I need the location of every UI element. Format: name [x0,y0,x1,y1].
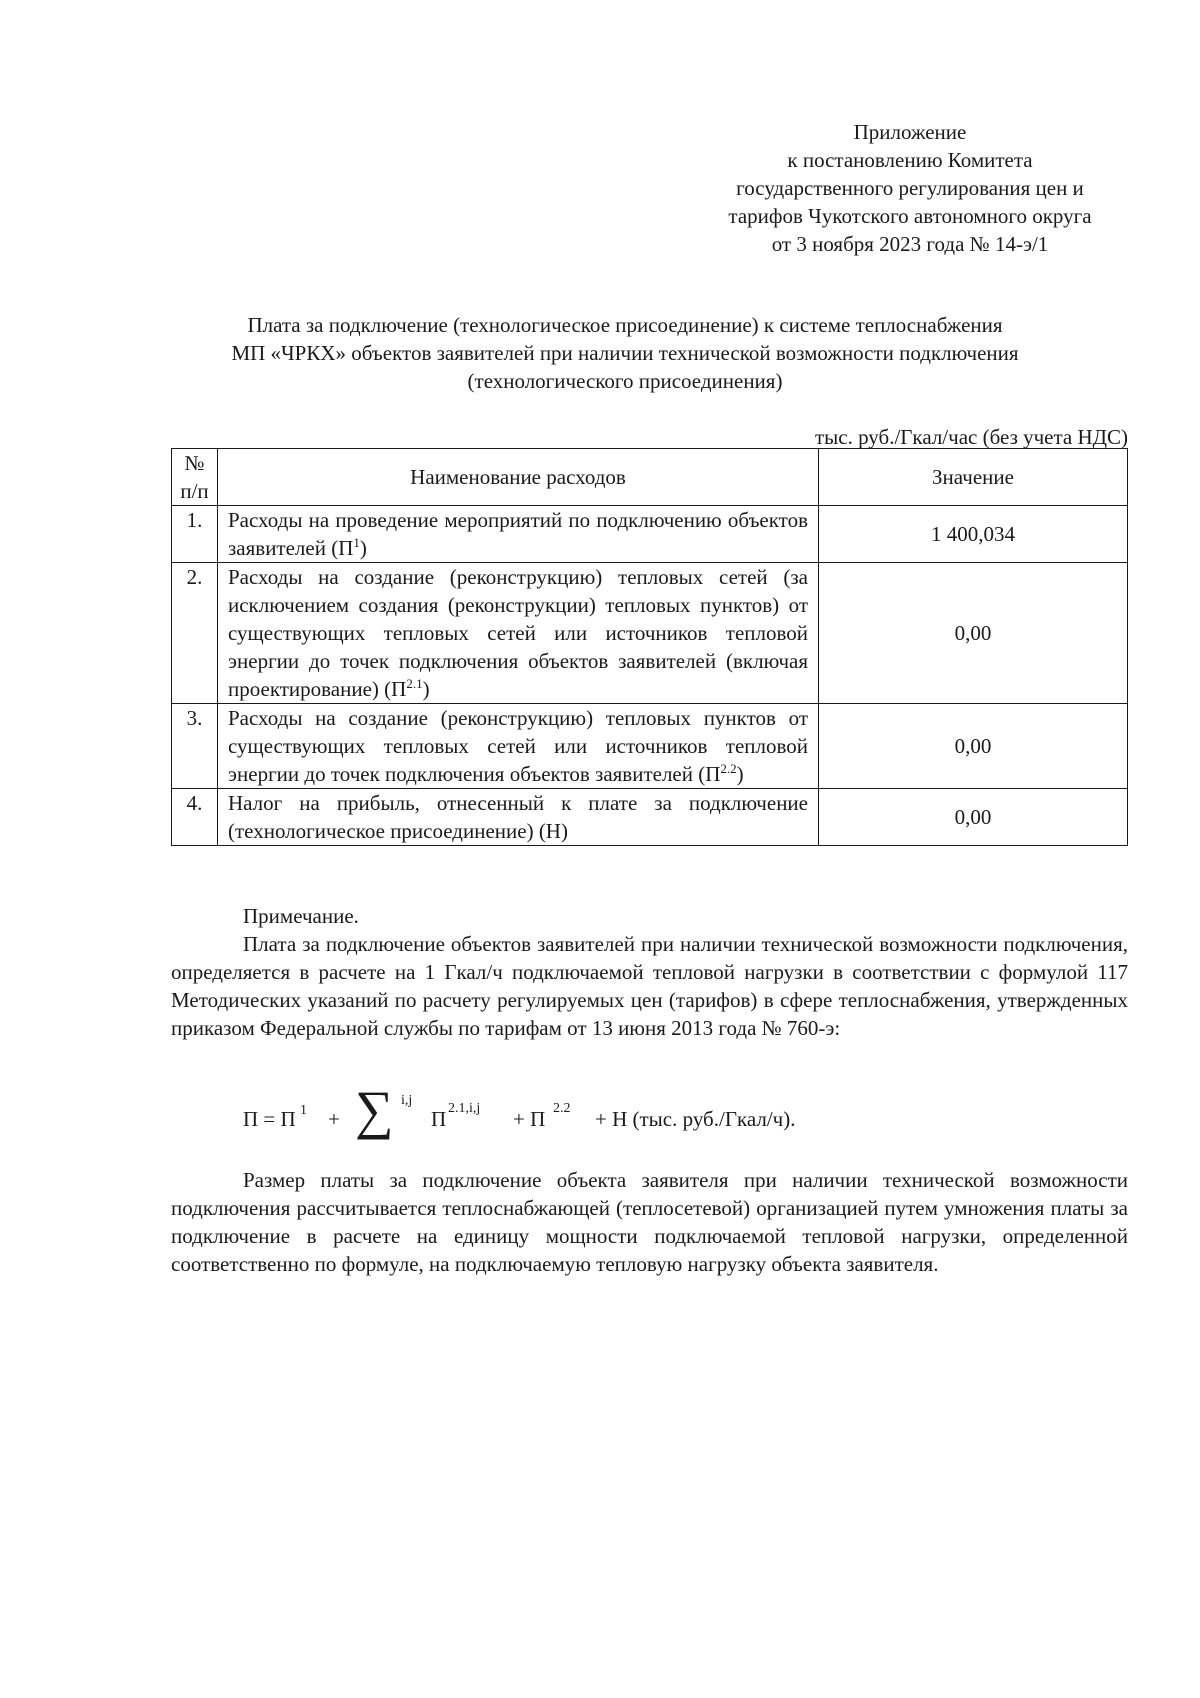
formula-lhs: П = П [243,1107,296,1131]
header-line: от 3 ноября 2023 года № 14-э/1 [771,232,1049,256]
note-paragraph: Размер платы за подключение объекта заявителя при наличии технической возможности подключения рассчитывается теплоснабжающей (теплосетевой) организацией путем умножения платы за подключение в расчете на единицу мощности подключаемой тепловой нагрузки, определенной соответственно по формуле, на подключаемую тепловую нагрузку объекта заявителя. [171,1168,1128,1276]
formula-plus: + [328,1107,340,1131]
table-row [172,704,1128,789]
header-value: Значение [819,449,1128,506]
title-line: МП «ЧРКХ» объектов заявителей при наличии технической возможности подключения [231,341,1019,365]
row-name: Расходы на проведение мероприятий по подключению объектов заявителей $(П^1)$ [218,506,819,563]
title-line: (технологического присоединения) [467,369,783,393]
costs-table [171,448,1128,846]
header-line: государственного регулирования цен и [736,176,1084,200]
row-value: 0,00 [819,789,1128,846]
row-number: 1. [172,506,218,563]
formula-sigma-sub: i,j [401,1093,413,1108]
document-title [160,311,1090,395]
formula-sup: 1 [300,1103,307,1118]
header-line: Приложение [853,120,967,144]
header-name: Наименование расходов [218,449,819,506]
row-name: Расходы на создание (реконструкцию) тепловых пунктов от существующих тепловых сетей или источников тепловой энергии до точек подключения объектов заявителей $(П^{2.2})$ [218,704,819,789]
header-number: № п/п [172,449,218,506]
table-row [172,563,1128,704]
table-row [172,506,1128,563]
formula [243,1075,943,1155]
formula-term: + П [513,1107,546,1131]
formula-sup: 2.2 [553,1101,571,1116]
title-line: Плата за подключение (технологическое присоединение) к системе теплоснабжения [247,313,1003,337]
row-value: 1 400,034 [819,506,1128,563]
formula-sup: 2.1,i,j [448,1101,481,1116]
row-value: 0,00 [819,704,1128,789]
table-header-row [172,449,1128,506]
formula-term: П [431,1107,447,1131]
note-heading: Примечание. [243,904,359,928]
note-paragraph: Плата за подключение объектов заявителей при наличии технической возможности подключения, определяется в расчете на 1 Гкал/ч подключаемой тепловой нагрузки в соответствии с формулой 117 Методических указаний по расчету регулируемых цен (тарифов) в сфере теплоснабжения, утвержденных приказом Федеральной службы по тарифам от 13 июня 2013 года № 760-э: [171,932,1128,1040]
row-name: Расходы на создание (реконструкцию) тепловых сетей (за исключением создания (реконструкции) тепловых пунктов) от существующих тепловых сетей или источников тепловой энергии до точек подключения объектов заявителей (включая проектирование) $(П^{2.1})$ [218,563,819,704]
sigma-symbol: ∑ [355,1080,394,1140]
row-value: 0,00 [819,563,1128,704]
row-number: 4. [172,789,218,846]
header-line: тарифов Чукотского автономного округа [728,204,1092,228]
row-number: 3. [172,704,218,789]
formula-tail: + Н (тыс. руб./Гкал/ч). [595,1107,796,1131]
units-label: тыс. руб./Гкал/час (без учета НДС) [814,425,1128,449]
appendix-header [690,118,1130,258]
header-line: к постановлению Комитета [787,148,1033,172]
row-number: 2. [172,563,218,704]
row-name: Налог на прибыль, отнесенный к плате за подключение (технологическое присоединение) (Н) [218,789,819,846]
table-row [172,789,1128,846]
